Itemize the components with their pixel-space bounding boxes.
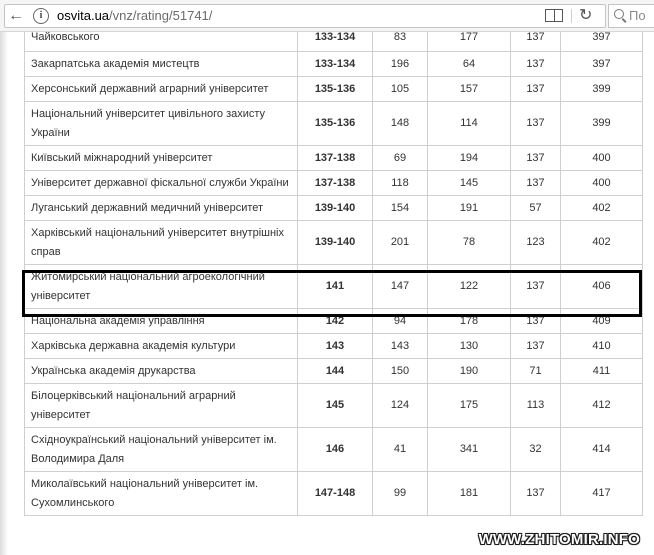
url-path: /vnz/rating/51741/	[109, 8, 213, 23]
score-cell: 137	[511, 309, 561, 334]
rank-cell: 143	[298, 334, 373, 359]
score-cell: 137	[511, 102, 561, 146]
score-cell: 196	[373, 52, 428, 77]
table-row	[25, 52, 643, 77]
score-cell: 124	[373, 384, 428, 428]
score-cell: 400	[561, 146, 643, 171]
rank-cell: 137-138	[298, 171, 373, 196]
score-cell: 137	[511, 171, 561, 196]
score-cell: 57	[511, 196, 561, 221]
score-cell: 417	[561, 472, 643, 516]
university-name-cell[interactable]: Закарпатська академія мистецтв	[25, 52, 298, 77]
table-row	[25, 32, 643, 52]
university-name-cell[interactable]: Університет державної фіскальної служби України	[25, 171, 298, 196]
back-arrow-icon[interactable]: ←	[8, 7, 24, 24]
score-cell: 105	[373, 77, 428, 102]
score-cell: 181	[428, 472, 511, 516]
score-cell: 71	[511, 359, 561, 384]
table-row	[25, 171, 643, 196]
score-cell: 137	[511, 334, 561, 359]
score-cell: 414	[561, 428, 643, 472]
divider	[571, 9, 572, 23]
watermark: WWW.ZHITOMIR.INFO	[478, 531, 640, 548]
university-name-cell[interactable]: Херсонський державний аграрний університет	[25, 77, 298, 102]
score-cell: 123	[511, 221, 561, 265]
address-bar[interactable]	[4, 4, 606, 28]
score-cell: 341	[428, 428, 511, 472]
table-row	[25, 77, 643, 102]
score-cell: 150	[373, 359, 428, 384]
rank-cell: 135-136	[298, 102, 373, 146]
score-cell: 190	[428, 359, 511, 384]
university-name-cell[interactable]: Харківська державна академія культури	[25, 334, 298, 359]
score-cell: 201	[373, 221, 428, 265]
rank-cell: 144	[298, 359, 373, 384]
score-cell: 191	[428, 196, 511, 221]
university-name-cell[interactable]: Національна академія управління	[25, 309, 298, 334]
rank-cell: 142	[298, 309, 373, 334]
rank-cell: 137-138	[298, 146, 373, 171]
university-name-cell[interactable]: Миколаївський національний університет ім. Сухомлинського	[25, 472, 298, 516]
search-input[interactable]	[608, 4, 654, 28]
url-domain: osvita.ua	[57, 8, 110, 23]
score-cell: 99	[373, 472, 428, 516]
table-row	[25, 102, 643, 146]
rating-table-body	[25, 32, 643, 516]
table-row	[25, 428, 643, 472]
table-row	[25, 309, 643, 334]
score-cell: 94	[373, 309, 428, 334]
score-cell: 402	[561, 221, 643, 265]
university-name-cell[interactable]: Східноукраїнський національний університет ім. Володимира Даля	[25, 428, 298, 472]
score-cell: 154	[373, 196, 428, 221]
score-cell: 122	[428, 265, 511, 309]
score-cell: 137	[511, 265, 561, 309]
rank-cell: 145	[298, 384, 373, 428]
rank-cell: 146	[298, 428, 373, 472]
score-cell: 409	[561, 309, 643, 334]
rank-cell: 133-134	[298, 32, 373, 52]
score-cell: 69	[373, 146, 428, 171]
score-cell: 406	[561, 265, 643, 309]
score-cell: 177	[428, 32, 511, 52]
score-cell: 194	[428, 146, 511, 171]
score-cell: 397	[561, 52, 643, 77]
university-name-cell[interactable]: Харківський національний університет внутрішніх справ	[25, 221, 298, 265]
table-row	[25, 384, 643, 428]
score-cell: 157	[428, 77, 511, 102]
score-cell: 114	[428, 102, 511, 146]
rank-cell: 135-136	[298, 77, 373, 102]
score-cell: 399	[561, 77, 643, 102]
reader-view-icon[interactable]	[545, 9, 563, 22]
score-cell: 410	[561, 334, 643, 359]
university-name-cell[interactable]: Національний університет цивільного захисту України	[25, 102, 298, 146]
table-row	[25, 359, 643, 384]
table-row	[25, 334, 643, 359]
score-cell: 178	[428, 309, 511, 334]
score-cell: 175	[428, 384, 511, 428]
university-name-cell[interactable]: Київський міжнародний університет	[25, 146, 298, 171]
rank-cell: 147-148	[298, 472, 373, 516]
score-cell: 148	[373, 102, 428, 146]
score-cell: 83	[373, 32, 428, 52]
info-icon[interactable]: i	[33, 8, 49, 24]
score-cell: 400	[561, 171, 643, 196]
university-name-cell[interactable]: Чайковського	[25, 32, 298, 52]
score-cell: 399	[561, 102, 643, 146]
score-cell: 137	[511, 77, 561, 102]
search-placeholder: По	[629, 8, 646, 23]
university-name-cell[interactable]: Білоцерківський національний аграрний університет	[25, 384, 298, 428]
score-cell: 412	[561, 384, 643, 428]
table-row	[25, 221, 643, 265]
score-cell: 113	[511, 384, 561, 428]
score-cell: 78	[428, 221, 511, 265]
score-cell: 137	[511, 146, 561, 171]
rank-cell: 141	[298, 265, 373, 309]
score-cell: 41	[373, 428, 428, 472]
score-cell: 130	[428, 334, 511, 359]
score-cell: 137	[511, 472, 561, 516]
browser-toolbar	[0, 0, 654, 32]
table-row	[25, 146, 643, 171]
rank-cell: 139-140	[298, 221, 373, 265]
score-cell: 137	[511, 32, 561, 52]
rating-table	[24, 32, 643, 516]
score-cell: 118	[373, 171, 428, 196]
score-cell: 402	[561, 196, 643, 221]
score-cell: 397	[561, 32, 643, 52]
rank-cell: 133-134	[298, 52, 373, 77]
page-content	[0, 32, 654, 555]
table-row	[25, 265, 643, 309]
score-cell: 147	[373, 265, 428, 309]
reload-icon[interactable]: ↻	[579, 7, 593, 24]
search-icon	[614, 9, 624, 19]
university-name-cell[interactable]: Українська академія друкарства	[25, 359, 298, 384]
score-cell: 411	[561, 359, 643, 384]
table-row	[25, 196, 643, 221]
score-cell: 137	[511, 52, 561, 77]
table-row	[25, 472, 643, 516]
score-cell: 64	[428, 52, 511, 77]
university-name-cell[interactable]: Луганський державний медичний університет	[25, 196, 298, 221]
page-edge-shadow	[0, 32, 8, 555]
score-cell: 32	[511, 428, 561, 472]
rank-cell: 139-140	[298, 196, 373, 221]
university-name-cell[interactable]: Житомирський національний агроекологічний університет	[25, 265, 298, 309]
score-cell: 145	[428, 171, 511, 196]
url-text[interactable]	[57, 8, 212, 23]
score-cell: 143	[373, 334, 428, 359]
